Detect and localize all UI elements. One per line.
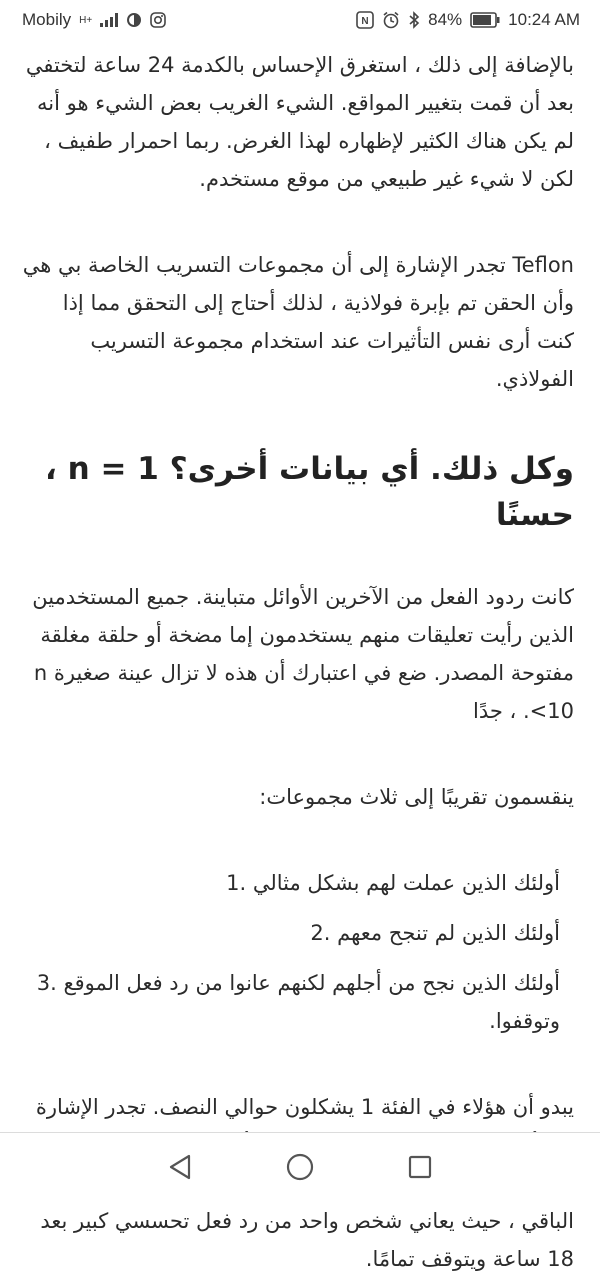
- paragraph-2: Teflon تجدر الإشارة إلى أن مجموعات التسريب الخاصة بي هي وأن الحقن تم بإبرة فولاذية ، لذلك أحتاج إلى التحقق مما إذا كنت أرى نفس التأثيرات عند استخدام مجموعة التسريب الفولاذي.: [22, 253, 574, 391]
- alarm-icon: [382, 11, 400, 29]
- list-item: أولئك الذين نجح من أجلهم لكنهم عانوا من رد فعل الموقع .3 وتوقفوا.: [36, 971, 560, 1033]
- list-item: أولئك الذين عملت لهم بشكل مثالي .1: [226, 871, 560, 895]
- network-type: H+: [79, 14, 93, 26]
- status-bar: [0, 0, 600, 40]
- bluetooth-icon: [408, 11, 420, 29]
- back-button[interactable]: [160, 1147, 200, 1187]
- paragraph-5: يبدو أن هؤلاء في الفئة 1 يشكلون حوالي النصف. تجدر الإشارة الباقي ، حيث يعاني شخص واحد من رد فعل تحسسي كبير بعد 18 ساعة ويتوقف تمامًا.: [35, 1095, 574, 1271]
- paragraph-1: بالإضافة إلى ذلك ، استغرق الإحساس بالكدمة 24 ساعة لتختفي بعد أن قمت بتغيير المواقع. الشيء الغريب بعض الشيء هو أنه لم يكن هناك الكثير لإظهاره لهذا الغرض. ربما احمرار طفيف ، لكن لا شيء غير طبيعي من موقع مستخدم.: [25, 53, 574, 191]
- signal-icon: [100, 13, 118, 27]
- back-triangle-icon: [167, 1153, 193, 1181]
- data-saver-icon: [126, 12, 142, 28]
- home-button[interactable]: [280, 1147, 320, 1187]
- paragraph-3: كانت ردود الفعل من الآخرين الأوائل متباينة. جميع المستخدمين الذين رأيت تعليقات منهم يستخدمون إما مضخة أو حلقة مغلقة مفتوحة المصدر. ضع في اعتبارك أن هذه لا تزال عينة صغيرة n <10. ، جدًا: [32, 585, 574, 723]
- instagram-icon: [150, 12, 166, 28]
- section-heading: وكل ذلك. أي بيانات أخرى؟ n = 1 ، حسنًا: [45, 451, 574, 533]
- article-content: [0, 40, 600, 1271]
- nfc-icon: [356, 11, 374, 29]
- groups-list: [22, 864, 574, 1040]
- navigation-bar: [0, 1132, 600, 1200]
- list-item: أولئك الذين لم تنجح معهم .2: [310, 921, 560, 945]
- home-circle-icon: [285, 1152, 315, 1182]
- recents-square-icon: [407, 1154, 433, 1180]
- battery-icon: [470, 12, 500, 28]
- carrier-label: Mobily: [22, 10, 72, 29]
- status-left: [22, 10, 166, 30]
- recents-button[interactable]: [400, 1147, 440, 1187]
- status-right: [356, 10, 580, 30]
- svg-text:N: N: [361, 16, 369, 27]
- battery-percent: 84%: [428, 10, 463, 29]
- paragraph-4: ينقسمون تقريبًا إلى ثلاث مجموعات:: [259, 785, 574, 809]
- clock: 10:24 AM: [508, 10, 580, 29]
